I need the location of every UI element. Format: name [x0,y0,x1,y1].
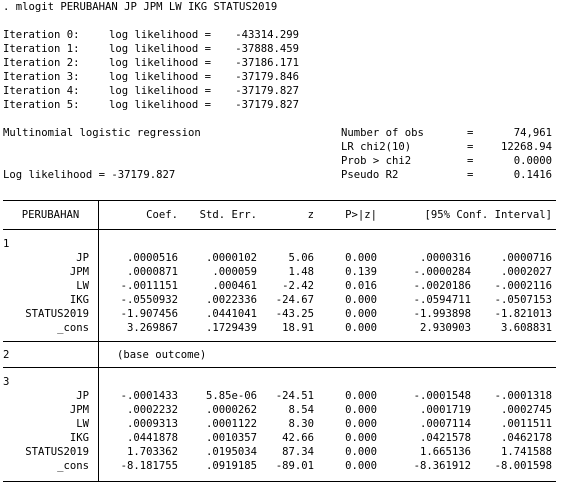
p-value: 0.000 [345,446,377,458]
p-value: 0.000 [345,404,377,416]
z-value: -2.42 [282,280,314,292]
iteration-label: Iteration 1: [3,43,80,55]
ci-upper: 3.608831 [500,322,552,334]
header-dependent-variable: PERUBAHAN [21,209,80,221]
iteration-desc: log likelihood = [109,85,212,97]
variable-name: JPM [69,266,89,278]
ci-upper: .0462178 [500,432,552,444]
base-outcome-note: (base outcome) [117,349,207,361]
outcome-label: 1 [3,238,10,250]
std-err-value: .0000102 [205,252,257,264]
iteration-desc: log likelihood = [109,99,212,111]
coef-value: -.0550932 [120,294,178,306]
stata-results-console [3,0,583,489]
variable-name: JPM [69,404,89,416]
ci-lower: .0000316 [419,252,471,264]
variable-name: LW [76,418,89,430]
stat-value: 0.0000 [513,155,552,167]
ci-lower: -.0001548 [413,390,471,402]
iteration-desc: log likelihood = [109,29,212,41]
p-value: 0.000 [345,418,377,430]
variable-name: IKG [69,294,89,306]
z-value: 1.48 [288,266,314,278]
iteration-label: Iteration 0: [3,29,80,41]
variable-name: JP [76,252,89,264]
variable-name: STATUS2019 [25,446,89,458]
outcome-label: 2 [3,349,10,361]
ci-upper: -1.821013 [494,308,552,320]
iteration-desc: log likelihood = [109,71,212,83]
stat-value: 12268.94 [500,141,552,153]
ci-upper: -.0507153 [494,294,552,306]
stat-equals: = [467,127,474,139]
coef-value: .0009313 [126,418,178,430]
ci-upper: .0002027 [500,266,552,278]
variable-name: JP [76,390,89,402]
stat-equals: = [467,155,474,167]
ci-lower: .0001719 [419,404,471,416]
z-value: -24.67 [275,294,314,306]
ci-lower: 2.930903 [419,322,471,334]
ci-lower: -1.993898 [413,308,471,320]
iteration-value: -37179.827 [235,85,299,97]
command-line: . mlogit PERUBAHAN JP JPM LW IKG STATUS2019 [3,1,278,13]
ci-lower: .0421578 [419,432,471,444]
z-value: 18.91 [282,322,314,334]
variable-name: _cons [57,322,89,334]
iteration-value: -37186.171 [235,57,299,69]
ci-lower: -.0000284 [413,266,471,278]
coef-value: -.0011151 [120,280,178,292]
p-value: 0.000 [345,308,377,320]
stat-value: 74,961 [513,127,552,139]
std-err-value: .0919185 [205,460,257,472]
coef-value: 3.269867 [126,322,178,334]
group-separator-rule [3,367,556,368]
stat-value: 0.1416 [513,169,552,181]
coef-value: 1.703362 [126,446,178,458]
z-value: -24.51 [275,390,314,402]
std-err-value: .000059 [212,266,257,278]
std-err-value: .0000262 [205,404,257,416]
stat-label: Number of obs [341,127,424,139]
iteration-label: Iteration 4: [3,85,80,97]
p-value: 0.000 [345,252,377,264]
std-err-value: .0022336 [205,294,257,306]
z-value: -43.25 [275,308,314,320]
p-value: 0.000 [345,432,377,444]
header-z: z [307,209,314,221]
stat-equals: = [467,141,474,153]
std-err-value: .0010357 [205,432,257,444]
p-value: 0.016 [345,280,377,292]
variable-name: STATUS2019 [25,308,89,320]
outcome-label: 3 [3,376,10,388]
ci-lower: -.0594711 [413,294,471,306]
ci-lower: -.0020186 [413,280,471,292]
z-value: 42.66 [282,432,314,444]
coef-value: .0000871 [126,266,178,278]
stat-label: LR chi2(10) [341,141,412,153]
iteration-value: -37179.846 [235,71,299,83]
ci-upper: 1.741588 [500,446,552,458]
std-err-value: .000461 [212,280,257,292]
iteration-desc: log likelihood = [109,57,212,69]
std-err-value: .0195034 [205,446,257,458]
p-value: 0.000 [345,390,377,402]
ci-lower: 1.665136 [419,446,471,458]
header-p-value: P>|z| [345,209,377,221]
coef-value: -1.907456 [120,308,178,320]
coef-value: .0000516 [126,252,178,264]
variable-name: _cons [57,460,89,472]
table-top-rule [3,200,556,201]
iteration-label: Iteration 2: [3,57,80,69]
p-value: 0.000 [345,322,377,334]
stat-equals: = [467,169,474,181]
z-value: 8.54 [288,404,314,416]
p-value: 0.139 [345,266,377,278]
ci-upper: .0000716 [500,252,552,264]
iteration-label: Iteration 5: [3,99,80,111]
p-value: 0.000 [345,294,377,306]
stat-label: Pseudo R2 [341,169,399,181]
ci-upper: .0002745 [500,404,552,416]
p-value: 0.000 [345,460,377,472]
coef-value: .0002232 [126,404,178,416]
iteration-value: -37179.827 [235,99,299,111]
stat-label: Prob > chi2 [341,155,412,167]
z-value: 87.34 [282,446,314,458]
coef-value: .0441878 [126,432,178,444]
header-std-err: Std. Err. [199,209,257,221]
ci-upper: .0011511 [500,418,552,430]
std-err-value: 5.85e-06 [205,390,257,402]
coef-value: -8.181755 [120,460,178,472]
model-title: Multinomial logistic regression [3,127,201,139]
table-bottom-rule [3,481,556,482]
ci-lower: .0007114 [419,418,471,430]
std-err-value: .0441041 [205,308,257,320]
iteration-value: -37888.459 [235,43,299,55]
ci-upper: -.0002116 [494,280,552,292]
ci-upper: -8.001598 [494,460,552,472]
z-value: 8.30 [288,418,314,430]
header-coef: Coef. [146,209,178,221]
group-separator-rule [3,341,556,342]
header-conf-interval: [95% Conf. Interval] [424,209,552,221]
iteration-desc: log likelihood = [109,43,212,55]
table-header-rule [3,229,556,230]
ci-upper: -.0001318 [494,390,552,402]
iteration-label: Iteration 3: [3,71,80,83]
std-err-value: .1729439 [205,322,257,334]
final-log-likelihood: Log likelihood = -37179.827 [3,169,176,181]
z-value: -89.01 [275,460,314,472]
ci-lower: -8.361912 [413,460,471,472]
z-value: 5.06 [288,252,314,264]
variable-name: LW [76,280,89,292]
coef-value: -.0001433 [120,390,178,402]
iteration-value: -43314.299 [235,29,299,41]
std-err-value: .0001122 [205,418,257,430]
variable-name: IKG [69,432,89,444]
